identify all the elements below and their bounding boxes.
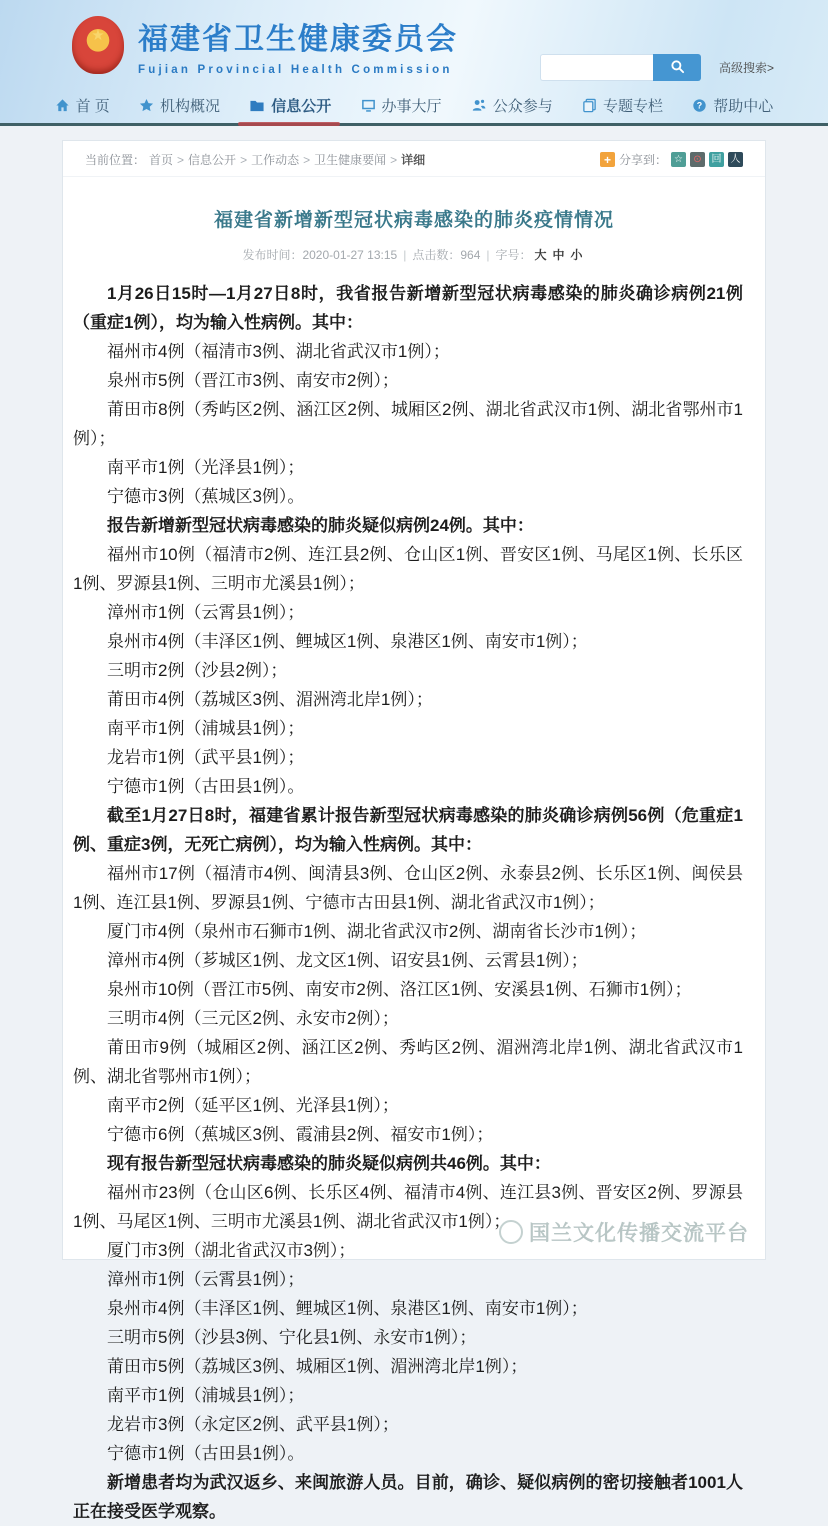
advanced-search-link[interactable]: 高级搜索>	[719, 61, 775, 75]
nav-item-label: 公众参与	[492, 98, 553, 115]
article-paragraph: 莆田市9例（城厢区2例、涵江区2例、秀屿区2例、湄洲湾北岸1例、湖北省武汉市1例、湖北省鄂州市1例）；	[73, 1038, 743, 1086]
nav-item-5[interactable]	[582, 95, 663, 116]
breadcrumb-item-0[interactable]: 首页	[149, 153, 174, 167]
share-weibo-icon[interactable]: ⊙	[690, 152, 705, 167]
share-renren-icon[interactable]: 人	[728, 152, 743, 167]
article-paragraph: 截至1月27日8时，福建省累计报告新型冠状病毒感染的肺炎确诊病例56例（危重症1例、重症3例，无死亡病例），均为输入性病例。其中：	[73, 806, 743, 854]
breadcrumb-item-4: 详细	[401, 153, 426, 167]
site-brand[interactable]	[72, 14, 458, 76]
article-paragraph: 福州市23例（仓山区6例、长乐区4例、福清市4例、连江县3例、晋安区2例、罗源县1例、马尾区1例、三明市尤溪县1例、湖北省武汉市1例）；	[73, 1183, 743, 1231]
article-paragraph: 宁德市1例（古田县1例）。	[107, 1444, 305, 1463]
nav-item-label: 机构概况	[160, 98, 221, 115]
card-topbar	[63, 141, 765, 177]
article-paragraph: 漳州市1例（云霄县1例）；	[107, 1270, 305, 1289]
fontsize-option-2[interactable]: 小	[570, 248, 583, 262]
nav-item-6[interactable]	[692, 95, 773, 116]
share-star-icon[interactable]: ☆	[671, 152, 686, 167]
question-icon	[692, 98, 707, 113]
article-paragraph: 龙岩市1例（武平县1例）；	[107, 748, 305, 767]
share-qzone-icon[interactable]: 回	[709, 152, 724, 167]
site-header	[0, 0, 828, 124]
breadcrumb-label: 当前位置：	[85, 153, 146, 167]
nav-item-label: 信息公开	[271, 98, 332, 115]
clicks-label: 点击数：	[412, 248, 461, 262]
watermark-text: 国兰文化传播交流平台	[529, 1222, 749, 1245]
nav-item-3[interactable]	[361, 95, 442, 116]
nav-item-4[interactable]	[471, 95, 553, 116]
nav-active-underline	[238, 122, 340, 126]
article-paragraph: 漳州市1例（云霄县1例）；	[107, 603, 305, 622]
nav-item-label: 办事大厅	[381, 98, 442, 115]
search-area	[540, 54, 774, 81]
breadcrumb-separator: >	[240, 152, 248, 167]
article-paragraph: 南平市1例（浦城县1例）；	[107, 719, 305, 738]
meta-divider: |	[486, 248, 490, 262]
article-body	[63, 263, 765, 1526]
share-bar	[600, 151, 743, 168]
article-paragraph: 莆田市4例（荔城区3例、湄洲湾北岸1例）；	[107, 690, 433, 709]
nav-divider-line	[0, 123, 828, 126]
article-paragraph: 莆田市5例（荔城区3例、城厢区1例、湄洲湾北岸1例）；	[107, 1357, 528, 1376]
article-paragraph: 厦门市3例（湖北省武汉市3例）；	[107, 1241, 356, 1260]
nav-item-2[interactable]	[249, 95, 331, 116]
fontsize-options	[532, 248, 586, 262]
meta-divider: |	[403, 248, 407, 262]
breadcrumb-item-3[interactable]: 卫生健康要闻	[314, 153, 387, 167]
article-title: 福建省新增新型冠状病毒感染的肺炎疫情情况	[213, 210, 614, 231]
article-paragraph: 南平市1例（浦城县1例）；	[107, 1386, 305, 1405]
article-paragraph: 三明市2例（沙县2例）；	[107, 661, 288, 680]
site-title: 福建省卫生健康委员会	[138, 23, 458, 56]
search-icon	[670, 59, 685, 77]
article-paragraph: 泉州市5例（晋江市3例、南安市2例）；	[107, 371, 399, 390]
people-icon	[471, 98, 487, 113]
nav-item-label: 帮助中心	[713, 98, 774, 115]
article-paragraph: 南平市1例（光泽县1例）；	[107, 458, 305, 477]
article-paragraph: 福州市10例（福清市2例、连江县2例、仓山区1例、晋安区1例、马尾区1例、长乐区1例、罗源县1例、三明市尤溪县1例）；	[73, 545, 743, 593]
breadcrumb-separator: >	[177, 152, 185, 167]
clicks-value: 964	[460, 248, 481, 262]
article-paragraph: 报告新增新型冠状病毒感染的肺炎疑似病例24例。其中：	[107, 516, 534, 535]
monitor-icon	[361, 98, 376, 113]
article-paragraph: 1月26日15时—1月27日8时，我省报告新增新型冠状病毒感染的肺炎确诊病例21例（重症1例），均为输入性病例。其中：	[73, 284, 743, 332]
article-paragraph: 龙岩市3例（永定区2例、武平县1例）；	[107, 1415, 399, 1434]
article-paragraph: 泉州市4例（丰泽区1例、鲤城区1例、泉港区1例、南安市1例）；	[107, 632, 588, 651]
publish-time-value: 2020-01-27 13:15	[302, 248, 398, 262]
main-nav	[0, 90, 828, 121]
article-paragraph: 莆田市8例（秀屿区2例、涵江区2例、城厢区2例、湖北省武汉市1例、湖北省鄂州市1例）；	[73, 400, 743, 448]
star-icon	[139, 98, 154, 113]
breadcrumb-item-1[interactable]: 信息公开	[188, 153, 237, 167]
article-paragraph: 漳州市4例（芗城区1例、龙文区1例、诏安县1例、云霄县1例）；	[107, 951, 588, 970]
publish-time-label: 发布时间：	[242, 248, 303, 262]
search-button[interactable]	[653, 54, 701, 81]
article-paragraph: 厦门市4例（泉州市石狮市1例、湖北省武汉市2例、湖南省长沙市1例）；	[107, 922, 647, 941]
article-paragraph: 福州市17例（福清市4例、闽清县3例、仓山区2例、永泰县2例、长乐区1例、闽侯县1例、连江县1例、罗源县1例、宁德市古田县1例、湖北省武汉市1例）；	[73, 864, 743, 912]
article-paragraph: 新增患者均为武汉返乡、来闽旅游人员。目前，确诊、疑似病例的密切接触者1001人正在接受医学观察。	[73, 1473, 743, 1521]
content-card	[62, 140, 766, 1521]
article-paragraph: 宁德市1例（古田县1例）。	[107, 777, 305, 796]
breadcrumb	[85, 151, 425, 168]
share-plus-icon[interactable]: +	[600, 152, 615, 167]
nav-item-0[interactable]	[55, 95, 110, 116]
national-emblem-logo	[72, 16, 124, 74]
folder-icon	[249, 98, 265, 113]
nav-item-label: 专题专栏	[603, 98, 664, 115]
fontsize-option-0[interactable]: 大	[534, 248, 547, 262]
article-paragraph: 三明市4例（三元区2例、永安市2例）；	[107, 1009, 399, 1028]
breadcrumb-separator: >	[303, 152, 311, 167]
article-paragraph: 现有报告新型冠状病毒感染的肺炎疑似病例共46例。其中：	[107, 1154, 551, 1173]
breadcrumb-item-2[interactable]: 工作动态	[251, 153, 300, 167]
breadcrumb-separator: >	[390, 152, 398, 167]
fontsize-label: 字号：	[495, 248, 532, 262]
article-paragraph: 泉州市10例（晋江市5例、南安市2例、洛江区1例、安溪县1例、石狮市1例）；	[107, 980, 692, 999]
site-subtitle: Fujian Provincial Health Commission	[138, 64, 453, 76]
fontsize-option-1[interactable]: 中	[552, 248, 565, 262]
pages-icon	[582, 98, 597, 113]
nav-item-1[interactable]	[139, 95, 220, 116]
article-paragraph: 南平市2例（延平区1例、光泽县1例）；	[107, 1096, 399, 1115]
article-paragraph: 三明市5例（沙县3例、宁化县1例、永安市1例）；	[107, 1328, 477, 1347]
article-paragraph: 泉州市4例（丰泽区1例、鲤城区1例、泉港区1例、南安市1例）；	[107, 1299, 588, 1318]
search-input[interactable]	[540, 54, 653, 81]
home-icon	[55, 98, 70, 113]
article-paragraph: 福州市4例（福清市3例、湖北省武汉市1例）；	[107, 342, 450, 361]
article-paragraph: 宁德市6例（蕉城区3例、霞浦县2例、福安市1例）；	[107, 1125, 494, 1144]
svg-text:?: ?	[697, 100, 703, 111]
share-label: 分享到：	[618, 153, 667, 167]
article-meta	[63, 246, 765, 263]
article-paragraph: 宁德市3例（蕉城区3例）。	[107, 487, 305, 506]
nav-item-label: 首 页	[75, 98, 110, 115]
